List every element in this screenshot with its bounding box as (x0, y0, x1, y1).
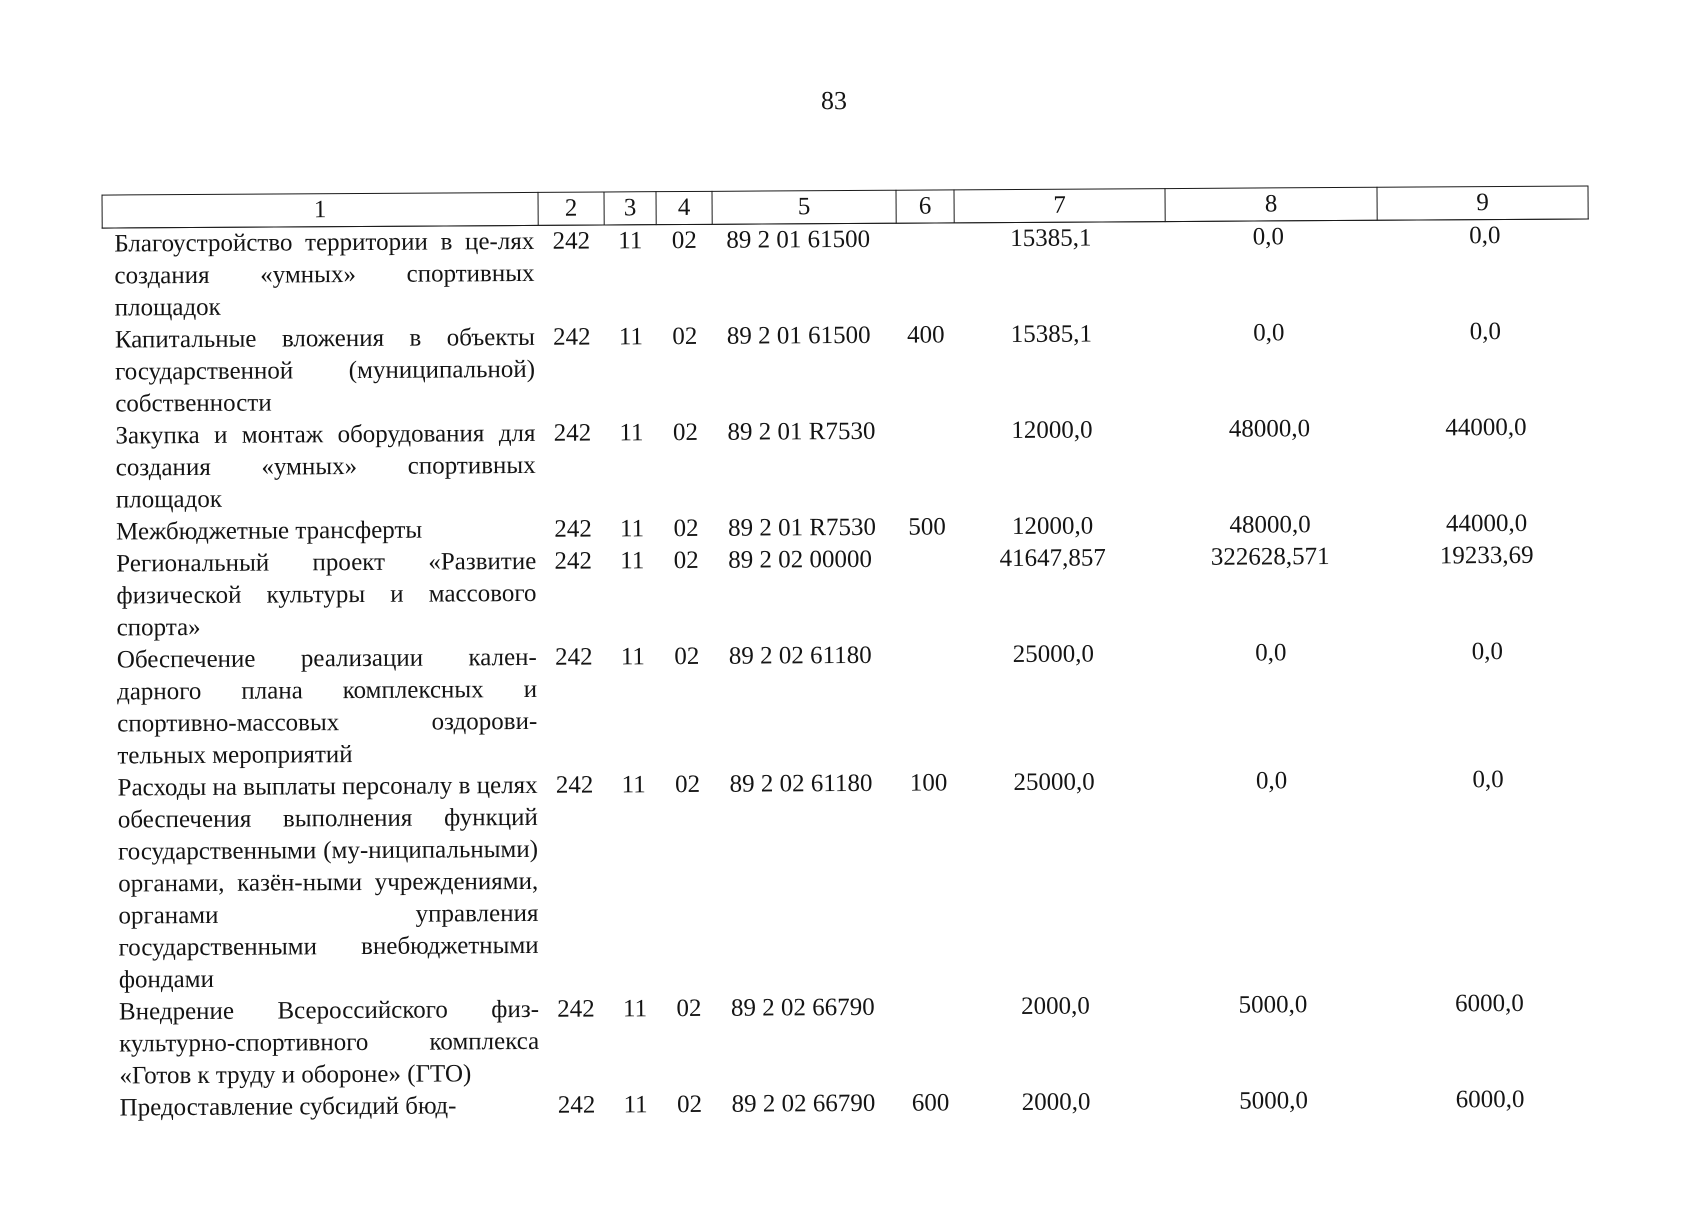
cell-col-8: 322628,571 (1210, 543, 1330, 571)
cell-col-5: 89 2 02 66790 (730, 993, 875, 1022)
cell-col-3: 11 (619, 419, 644, 447)
cell-col-4: 02 (671, 226, 697, 255)
page-number: 83 (820, 86, 848, 116)
cell-col-7: 25000,0 (1012, 640, 1095, 669)
cell-col-9: 0,0 (1471, 638, 1504, 666)
cell-col-4: 02 (676, 994, 702, 1023)
cell-col-6 (898, 543, 957, 639)
cell-col-6: 600 (911, 1089, 950, 1117)
cell-col-5: 89 2 01 R7530 (727, 513, 877, 542)
table-row (103, 315, 1590, 420)
row-name: Капитальные вложения в объекты государственной (муниципальной) собственности (114, 323, 536, 418)
cell-col-2: 242 (552, 227, 591, 255)
cell-col-9: 6000,0 (1455, 989, 1524, 1018)
cell-col-3: 11 (621, 771, 646, 799)
cell-col-6: 500 (908, 513, 946, 541)
column-header-3: 3 (604, 192, 656, 225)
cell-col-5: 89 2 01 61500 (726, 225, 871, 254)
cell-col-8: 0,0 (1252, 223, 1284, 251)
cell-col-9: 0,0 (1469, 318, 1502, 346)
cell-col-8: 0,0 (1253, 319, 1285, 347)
cell-col-7: 15385,1 (1010, 224, 1092, 253)
cell-col-2: 242 (554, 515, 592, 543)
cell-col-7: 2000,0 (1021, 992, 1090, 1020)
row-name: Расходы на выплаты персоналу в целях обеспечения выполнения функций государственными (му-ниципальными) органами, казён-ными учреждениями, органами управления государственными внебюджетными фондами (117, 771, 539, 994)
table-row (103, 411, 1590, 516)
cell-col-2: 242 (557, 1091, 596, 1119)
cell-col-7: 15385,1 (1010, 320, 1093, 349)
cell-col-8: 48000,0 (1229, 511, 1311, 539)
cell-col-6 (896, 223, 955, 320)
cell-col-3: 11 (622, 995, 648, 1023)
cell-col-2: 242 (554, 547, 593, 575)
cell-col-4: 02 (672, 418, 699, 447)
cell-col-2: 242 (557, 995, 595, 1023)
cell-col-7: 12000,0 (1011, 416, 1093, 445)
cell-col-6: 100 (909, 769, 948, 797)
cell-col-9: 0,0 (1472, 766, 1504, 794)
cell-col-9: 19233,69 (1439, 541, 1534, 570)
cell-col-5: 89 2 01 R7530 (727, 417, 876, 446)
cell-col-9: 44000,0 (1445, 413, 1527, 442)
cell-col-9: 44000,0 (1445, 509, 1528, 538)
row-name: Предоставление субсидий бюд- (119, 1092, 457, 1122)
column-header-2: 2 (538, 192, 604, 225)
cell-col-7: 25000,0 (1013, 768, 1095, 797)
cell-col-4: 02 (673, 514, 699, 543)
cell-col-8: 5000,0 (1239, 1087, 1309, 1115)
cell-col-6 (899, 639, 958, 767)
cell-col-4: 02 (676, 1090, 703, 1119)
column-header-8: 8 (1165, 187, 1377, 221)
row-name: Благоустройство территории в це-лях создания «умных» спортивных площадок (114, 227, 535, 322)
cell-col-5: 89 2 02 00000 (728, 545, 873, 574)
cell-col-8: 0,0 (1255, 639, 1287, 667)
cell-col-5: 89 2 01 61500 (726, 321, 871, 350)
row-name: Региональный проект «Развитие физической культуры и массового спорта» (116, 547, 537, 642)
cell-col-5: 89 2 02 61180 (729, 769, 873, 798)
column-header-5: 5 (712, 190, 896, 224)
cell-col-4: 02 (674, 642, 700, 671)
cell-col-3: 11 (618, 227, 643, 255)
table-row (106, 763, 1593, 996)
column-header-4: 4 (656, 191, 712, 224)
table-row (104, 539, 1591, 644)
cell-col-8: 5000,0 (1238, 991, 1308, 1019)
column-header-9: 9 (1377, 186, 1588, 220)
table-row (107, 987, 1594, 1092)
cell-col-6 (897, 415, 956, 511)
cell-col-2: 242 (555, 771, 594, 799)
cell-col-6 (901, 991, 960, 1087)
cell-col-3: 11 (623, 1091, 648, 1119)
cell-col-7: 41647,857 (999, 544, 1106, 573)
cell-col-3: 11 (619, 515, 645, 543)
cell-col-4: 02 (672, 322, 698, 351)
cell-col-7: 12000,0 (1011, 512, 1094, 541)
cell-col-2: 242 (553, 323, 591, 351)
cell-col-8: 0,0 (1255, 767, 1288, 795)
column-header-6: 6 (896, 190, 954, 223)
cell-col-7: 2000,0 (1021, 1088, 1091, 1116)
row-name: Внедрение Всероссийского физ-культурно-спортивного комплекса «Готов к труду и обороне» (ГТО) (118, 995, 540, 1090)
column-header-1: 1 (102, 192, 538, 228)
cell-col-6: 400 (907, 321, 945, 349)
cell-col-3: 11 (620, 643, 645, 671)
cell-col-9: 0,0 (1469, 222, 1501, 250)
table-row (105, 635, 1592, 772)
budget-table (102, 185, 1595, 1124)
cell-col-4: 02 (675, 770, 701, 799)
table-row (102, 219, 1589, 325)
cell-col-8: 48000,0 (1228, 415, 1311, 443)
cell-col-2: 242 (553, 419, 592, 447)
cell-col-9: 6000,0 (1455, 1085, 1525, 1114)
cell-col-2: 242 (555, 643, 593, 671)
cell-col-3: 11 (620, 547, 645, 575)
cell-col-5: 89 2 02 66790 (731, 1089, 876, 1118)
row-name: Межбюджетные трансферты (115, 516, 423, 546)
row-name: Обеспечение реализации кален-дарного плана комплексных и спортивно-массовых оздорови-тельных мероприятий (116, 643, 538, 770)
cell-col-3: 11 (618, 323, 644, 351)
cell-col-5: 89 2 02 61180 (728, 641, 872, 670)
row-name: Закупка и монтаж оборудования для создания «умных» спортивных площадок (115, 419, 536, 514)
column-header-7: 7 (954, 189, 1165, 223)
cell-col-4: 02 (673, 546, 699, 575)
